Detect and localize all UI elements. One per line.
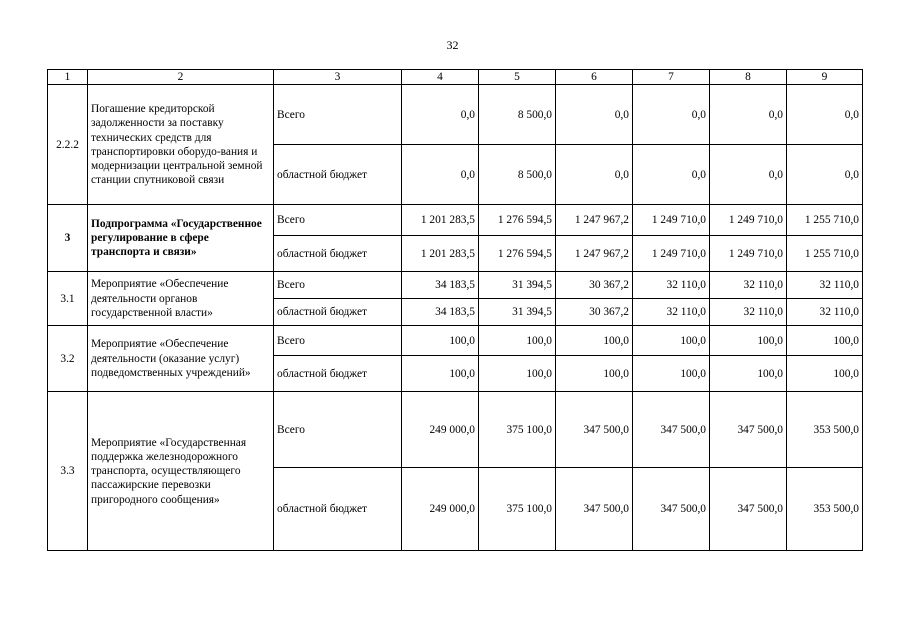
- row-name: Мероприятие «Обеспечение деятельности (оказание услуг) подведомственных учреждений»: [88, 326, 274, 392]
- value-cell: 0,0: [787, 145, 863, 205]
- value-cell: 100,0: [402, 326, 479, 356]
- value-cell: 30 367,2: [556, 299, 633, 326]
- value-cell: 0,0: [402, 85, 479, 145]
- value-cell: 32 110,0: [710, 272, 787, 299]
- value-cell: 32 110,0: [787, 299, 863, 326]
- value-cell: 0,0: [402, 145, 479, 205]
- row-code: 3.3: [48, 392, 88, 551]
- funding-source: областной бюджет: [274, 236, 402, 272]
- value-cell: 375 100,0: [479, 392, 556, 468]
- value-cell: 249 000,0: [402, 468, 479, 551]
- value-cell: 100,0: [633, 326, 710, 356]
- value-cell: 100,0: [402, 356, 479, 392]
- funding-source: областной бюджет: [274, 145, 402, 205]
- value-cell: 32 110,0: [633, 299, 710, 326]
- value-cell: 1 249 710,0: [710, 205, 787, 236]
- table-row: [48, 272, 863, 299]
- value-cell: 0,0: [787, 85, 863, 145]
- value-cell: 100,0: [787, 326, 863, 356]
- table-row: [48, 392, 863, 468]
- value-cell: 100,0: [710, 356, 787, 392]
- value-cell: 34 183,5: [402, 299, 479, 326]
- row-name: Погашение кредиторской задолженности за поставку технических средств для транспортировки оборудо-вания и модернизации центральной земной станции спутниковой связи: [88, 85, 274, 205]
- page-number: 32: [446, 38, 459, 52]
- value-cell: 100,0: [556, 326, 633, 356]
- row-code: 3: [48, 205, 88, 272]
- table-row: [48, 326, 863, 356]
- header-cell: 4: [402, 70, 479, 85]
- header-cell: 7: [633, 70, 710, 85]
- header-cell: 3: [274, 70, 402, 85]
- funding-source: Всего: [274, 272, 402, 299]
- funding-source: областной бюджет: [274, 468, 402, 551]
- value-cell: 34 183,5: [402, 272, 479, 299]
- header-cell: 8: [710, 70, 787, 85]
- value-cell: 30 367,2: [556, 272, 633, 299]
- header-cell: 5: [479, 70, 556, 85]
- value-cell: 100,0: [479, 326, 556, 356]
- funding-source: областной бюджет: [274, 356, 402, 392]
- value-cell: 347 500,0: [556, 392, 633, 468]
- row-code: 3.2: [48, 326, 88, 392]
- value-cell: 1 201 283,5: [402, 236, 479, 272]
- funding-source: Всего: [274, 392, 402, 468]
- row-code: 3.1: [48, 272, 88, 326]
- row-code: 2.2.2: [48, 85, 88, 205]
- funding-source: Всего: [274, 85, 402, 145]
- value-cell: 100,0: [479, 356, 556, 392]
- value-cell: 347 500,0: [633, 392, 710, 468]
- value-cell: 100,0: [710, 326, 787, 356]
- value-cell: 1 249 710,0: [710, 236, 787, 272]
- value-cell: 1 276 594,5: [479, 205, 556, 236]
- value-cell: 1 249 710,0: [633, 205, 710, 236]
- value-cell: 8 500,0: [479, 145, 556, 205]
- value-cell: 347 500,0: [556, 468, 633, 551]
- header-cell: 2: [88, 70, 274, 85]
- value-cell: 0,0: [633, 85, 710, 145]
- table-row: [48, 205, 863, 236]
- value-cell: 0,0: [556, 145, 633, 205]
- value-cell: 347 500,0: [710, 468, 787, 551]
- value-cell: 32 110,0: [787, 272, 863, 299]
- value-cell: 0,0: [710, 85, 787, 145]
- value-cell: 1 276 594,5: [479, 236, 556, 272]
- value-cell: 353 500,0: [787, 468, 863, 551]
- value-cell: 1 249 710,0: [633, 236, 710, 272]
- funding-source: областной бюджет: [274, 299, 402, 326]
- row-name: Подпрограмма «Государственное регулирование в сфере транспорта и связи»: [88, 205, 274, 272]
- value-cell: 1 201 283,5: [402, 205, 479, 236]
- value-cell: 347 500,0: [633, 468, 710, 551]
- value-cell: 31 394,5: [479, 272, 556, 299]
- value-cell: 347 500,0: [710, 392, 787, 468]
- value-cell: 0,0: [556, 85, 633, 145]
- value-cell: 0,0: [710, 145, 787, 205]
- header-row: [48, 70, 863, 85]
- funding-source: Всего: [274, 205, 402, 236]
- funding-source: Всего: [274, 326, 402, 356]
- value-cell: 375 100,0: [479, 468, 556, 551]
- header-cell: 1: [48, 70, 88, 85]
- value-cell: 100,0: [556, 356, 633, 392]
- value-cell: 32 110,0: [710, 299, 787, 326]
- value-cell: 8 500,0: [479, 85, 556, 145]
- value-cell: 100,0: [787, 356, 863, 392]
- row-name: Мероприятие «Обеспечение деятельности органов государственной власти»: [88, 272, 274, 326]
- value-cell: 1 247 967,2: [556, 205, 633, 236]
- value-cell: 1 255 710,0: [787, 205, 863, 236]
- table-row: [48, 85, 863, 145]
- value-cell: 1 247 967,2: [556, 236, 633, 272]
- header-cell: 9: [787, 70, 863, 85]
- budget-table: [47, 69, 863, 551]
- header-cell: 6: [556, 70, 633, 85]
- value-cell: 249 000,0: [402, 392, 479, 468]
- value-cell: 100,0: [633, 356, 710, 392]
- value-cell: 1 255 710,0: [787, 236, 863, 272]
- value-cell: 32 110,0: [633, 272, 710, 299]
- value-cell: 0,0: [633, 145, 710, 205]
- row-name: Мероприятие «Государственная поддержка железнодорожного транспорта, осуществляющего пассажирские перевозки пригородного сообщения»: [88, 392, 274, 551]
- value-cell: 31 394,5: [479, 299, 556, 326]
- value-cell: 353 500,0: [787, 392, 863, 468]
